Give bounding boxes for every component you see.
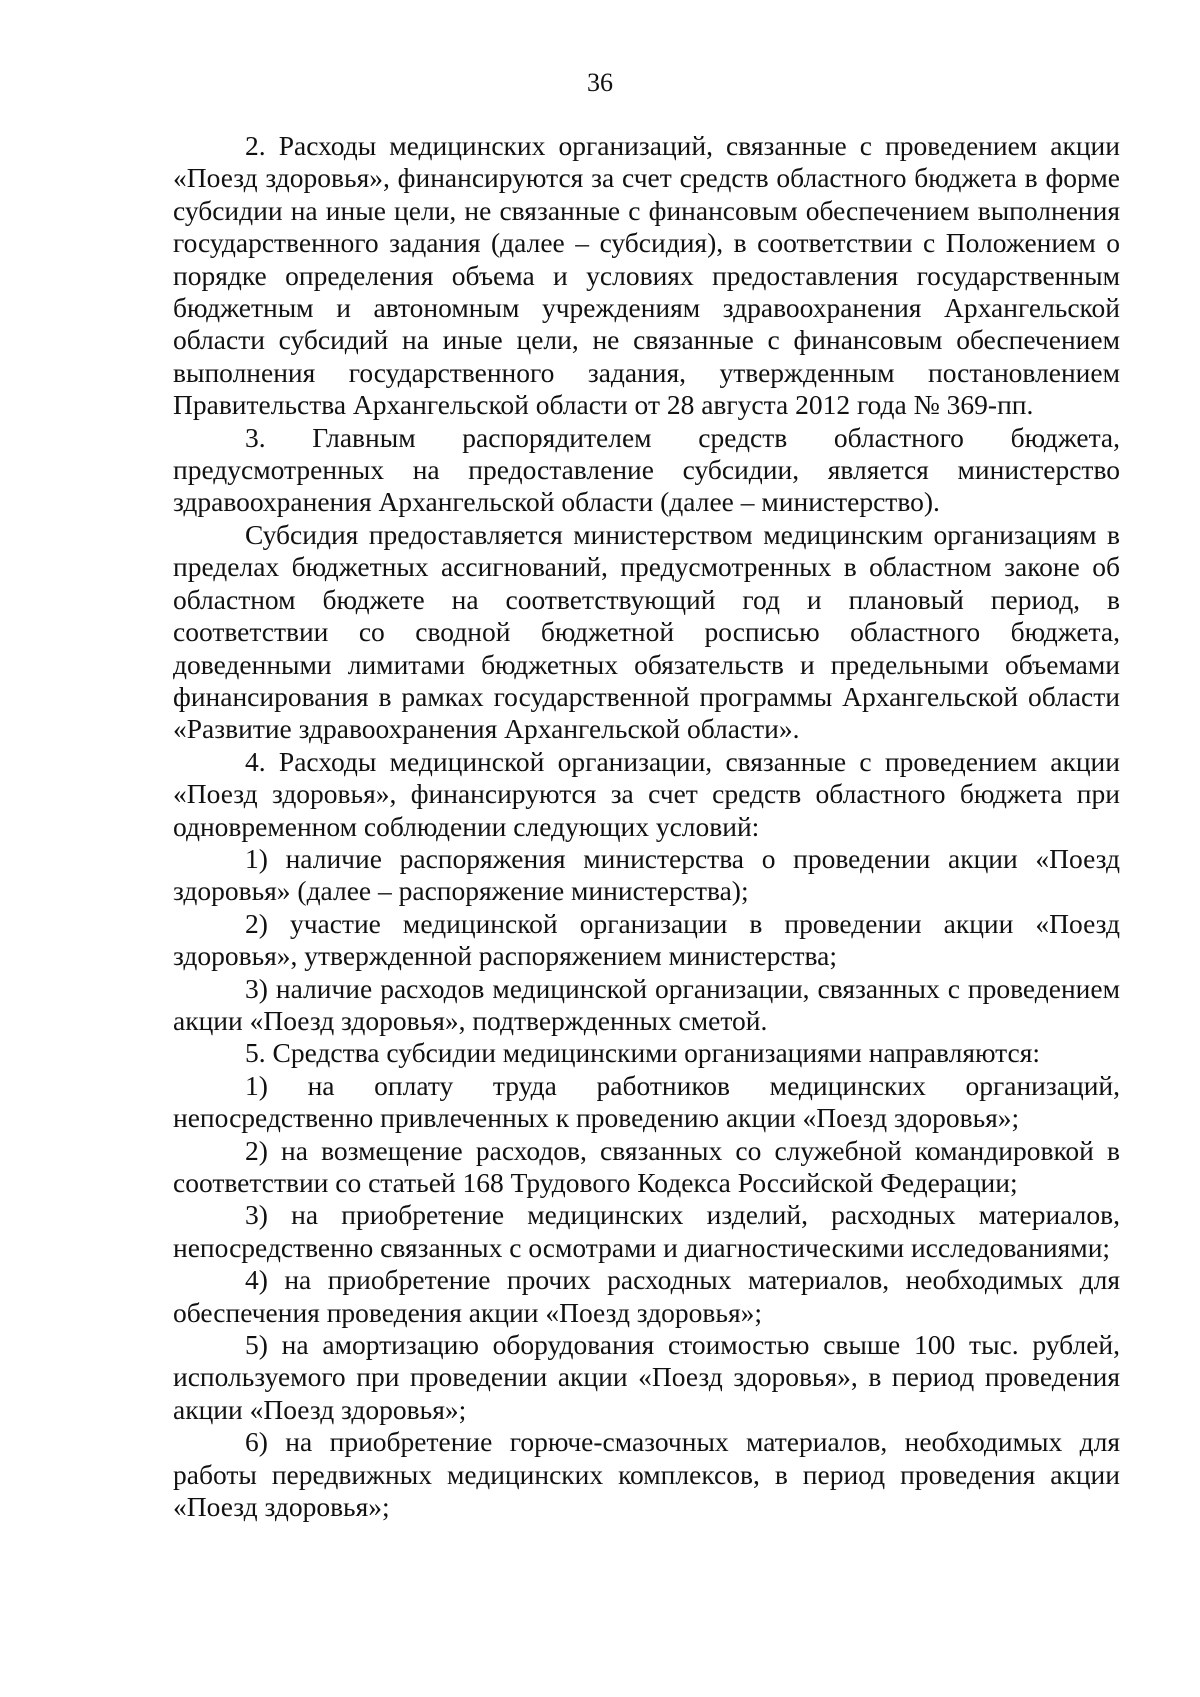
- paragraph-subsidy-provision: Субсидия предоставляется министерством медицинским организациям в пределах бюджетных ассигнований, предусмотренных в областном законе об областном бюджете на соответствующий год и плановый период, в соответствии со сводной бюджетной росписью областного бюджета, доведенными лимитами бюджетных обязательств и предельными объемами финансирования в рамках государственной программы Архангельской области «Развитие здравоохранения Архангельской области».: [173, 518, 1120, 745]
- direction-5: 5) на амортизацию оборудования стоимостью свыше 100 тыс. рублей, используемого при проведении акции «Поезд здоровья», в период проведения акции «Поезд здоровья»;: [173, 1329, 1120, 1425]
- paragraph-item-2: 2. Расходы медицинских организаций, связанные с проведением акции «Поезд здоровья», финансируются за счет средств областного бюджета в форме субсидии на иные цели, не связанные с финансовым обеспечением выполнения государственного задания (далее – субсидия), в соответствии с Положением о порядке определения объема и условиях предоставления государственным бюджетным и автономным учреждениям здравоохранения Архангельской области субсидий на иные цели, не связанные с финансовым обеспечением выполнения государственного задания, утвержденным постановлением Правительства Архангельской области от 28 августа 2012 года № 369-пп.: [173, 130, 1120, 421]
- direction-2: 2) на возмещение расходов, связанных со служебной командировкой в соответствии со статьей 168 Трудового Кодекса Российской Федерации;: [173, 1134, 1120, 1198]
- direction-3: 3) на приобретение медицинских изделий, расходных материалов, непосредственно связанных с осмотрами и диагностическими исследованиями;: [173, 1199, 1120, 1263]
- direction-6: 6) на приобретение горюче-смазочных материалов, необходимых для работы передвижных медицинских комплексов, в период проведения акции «Поезд здоровья»;: [173, 1426, 1120, 1523]
- condition-2: 2) участие медицинской организации в проведении акции «Поезд здоровья», утвержденной распоряжением министерства;: [173, 907, 1120, 972]
- document-body: [173, 130, 1120, 1523]
- condition-1: 1) наличие распоряжения министерства о проведении акции «Поезд здоровья» (далее – распоряжение министерства);: [173, 842, 1120, 907]
- direction-1: 1) на оплату труда работников медицинских организаций, непосредственно привлеченных к проведению акции «Поезд здоровья»;: [173, 1069, 1120, 1134]
- direction-4: 4) на приобретение прочих расходных материалов, необходимых для обеспечения проведения акции «Поезд здоровья»;: [173, 1264, 1120, 1328]
- paragraph-item-4: 4. Расходы медицинской организации, связанные с проведением акции «Поезд здоровья», финансируются за счет средств областного бюджета при одновременном соблюдении следующих условий:: [173, 745, 1120, 842]
- condition-3: 3) наличие расходов медицинской организации, связанных с проведением акции «Поезд здоровья», подтвержденных сметой.: [173, 972, 1120, 1036]
- paragraph-item-3: 3. Главным распорядителем средств областного бюджета, предусмотренных на предоставление субсидии, является министерство здравоохранения Архангельской области (далее – министерство).: [173, 421, 1120, 518]
- page-number: 36: [587, 68, 613, 97]
- paragraph-item-5: 5. Средства субсидии медицинскими организациями направляются:: [245, 1037, 1041, 1069]
